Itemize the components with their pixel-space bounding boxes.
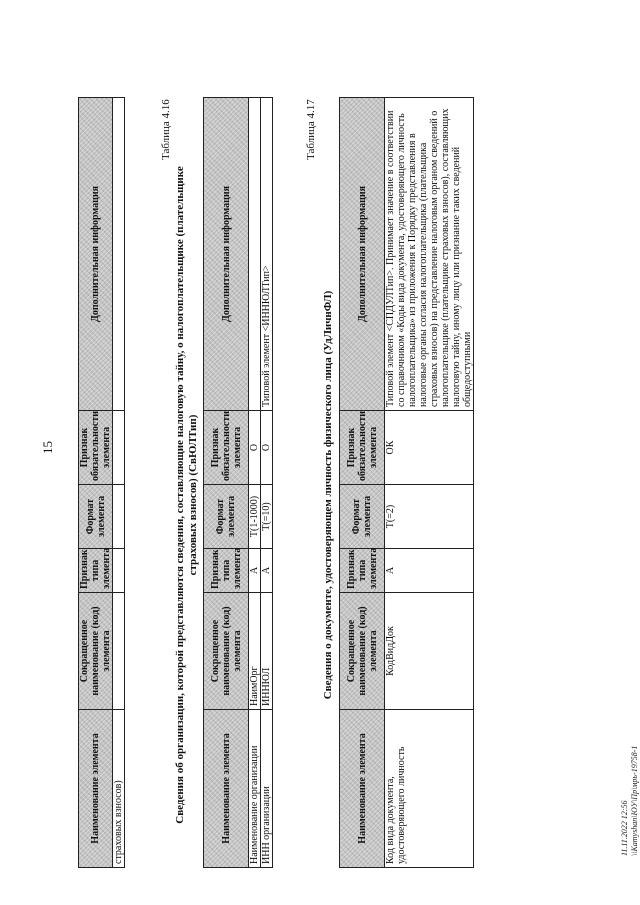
table-row xyxy=(249,98,261,868)
header-cell: Сокращенное наименование (код) элемента xyxy=(79,593,113,710)
header-cell: Признак обязательности элемента xyxy=(204,411,249,485)
table-cell: ОК xyxy=(385,411,474,485)
table-cell xyxy=(249,98,261,411)
table-cell: НаимОрг xyxy=(249,593,261,710)
header-cell: Наименование элемента xyxy=(340,710,385,868)
header-cell: Дополнительная информация xyxy=(340,98,385,411)
table-cell: T(=10) xyxy=(261,485,273,549)
header-cell: Дополнительная информация xyxy=(204,98,249,411)
header-cell: Признак обязательности элемента xyxy=(79,411,113,485)
table-cell: Код вида документа, удостоверяющего личность xyxy=(385,710,474,868)
table-row xyxy=(261,98,273,868)
table-cell: КодВидДок xyxy=(385,593,474,710)
header-cell: Признак типа элемента xyxy=(79,549,113,593)
header-cell: Сокращенное наименование (код) элемента xyxy=(204,593,249,710)
table-cell: T(1-1000) xyxy=(249,485,261,549)
table-cell: T(=2) xyxy=(385,485,474,549)
table-cell: А xyxy=(261,549,273,593)
table-cell: Типовой элемент <СПДУЛТип>. Принимает значение в соответствии со справочником «Коды вида документа, удостоверяющего личность налогоплательщика» из приложения к Порядку представления в налоговые органы согласия налогоплательщика (плательщика страховых взносов) на представление налоговым органом сведений о налогоплательщике (плательщике страховых взносов), составляющих налоговую тайну, иному лицу или признание таких сведений общедоступными xyxy=(385,98,474,411)
header-cell: Признак типа элемента xyxy=(340,549,385,593)
table-cell: ИНН организации xyxy=(261,710,273,868)
table-row xyxy=(385,98,474,868)
footer-path: \\Kamyshan\ЮУ\Пр\мрь-19758-1 xyxy=(630,745,639,856)
header-cell: Наименование элемента xyxy=(204,710,249,868)
table-title: Сведения об организации, которой представляются сведения, составляющие налоговую тайну, о налогоплательщике (плательщике страховых взносов) (СвЮЛТип) xyxy=(174,166,199,824)
header-cell: Признак типа элемента xyxy=(204,549,249,593)
table-cell: О xyxy=(249,411,261,485)
header-cell: Формат элемента xyxy=(340,485,385,549)
table-cell: Типовой элемент <ИННЮЛТип> xyxy=(261,98,273,411)
table-cell: А xyxy=(249,549,261,593)
header-cell: Наименование элемента xyxy=(79,710,113,868)
footer-timestamp: 11.11.2022 12:56 xyxy=(620,800,629,856)
header-cell: Формат элемента xyxy=(204,485,249,549)
table-cell: страховых взносов) xyxy=(113,710,125,868)
table-cell: ИННЮЛ xyxy=(261,593,273,710)
table-cell: О xyxy=(261,411,273,485)
table-cell: Наименование организации xyxy=(249,710,261,868)
table-label: Таблица 4.17 xyxy=(305,99,317,160)
table-label: Таблица 4.16 xyxy=(160,99,172,160)
table-title: Сведения о документе, удостоверяющем личность физического лица (УдЛичнФЛ) xyxy=(322,290,334,700)
table-4-16 xyxy=(203,97,273,868)
header-cell: Дополнительная информация xyxy=(79,98,113,411)
table-cell: А xyxy=(385,549,474,593)
page-number: 15 xyxy=(40,441,55,454)
table-4-17 xyxy=(339,97,474,868)
continuation-table xyxy=(78,97,125,868)
header-cell: Признак обязательности элемента xyxy=(340,411,385,485)
header-cell: Формат элемента xyxy=(79,485,113,549)
header-cell: Сокращенное наименование (код) элемента xyxy=(340,593,385,710)
